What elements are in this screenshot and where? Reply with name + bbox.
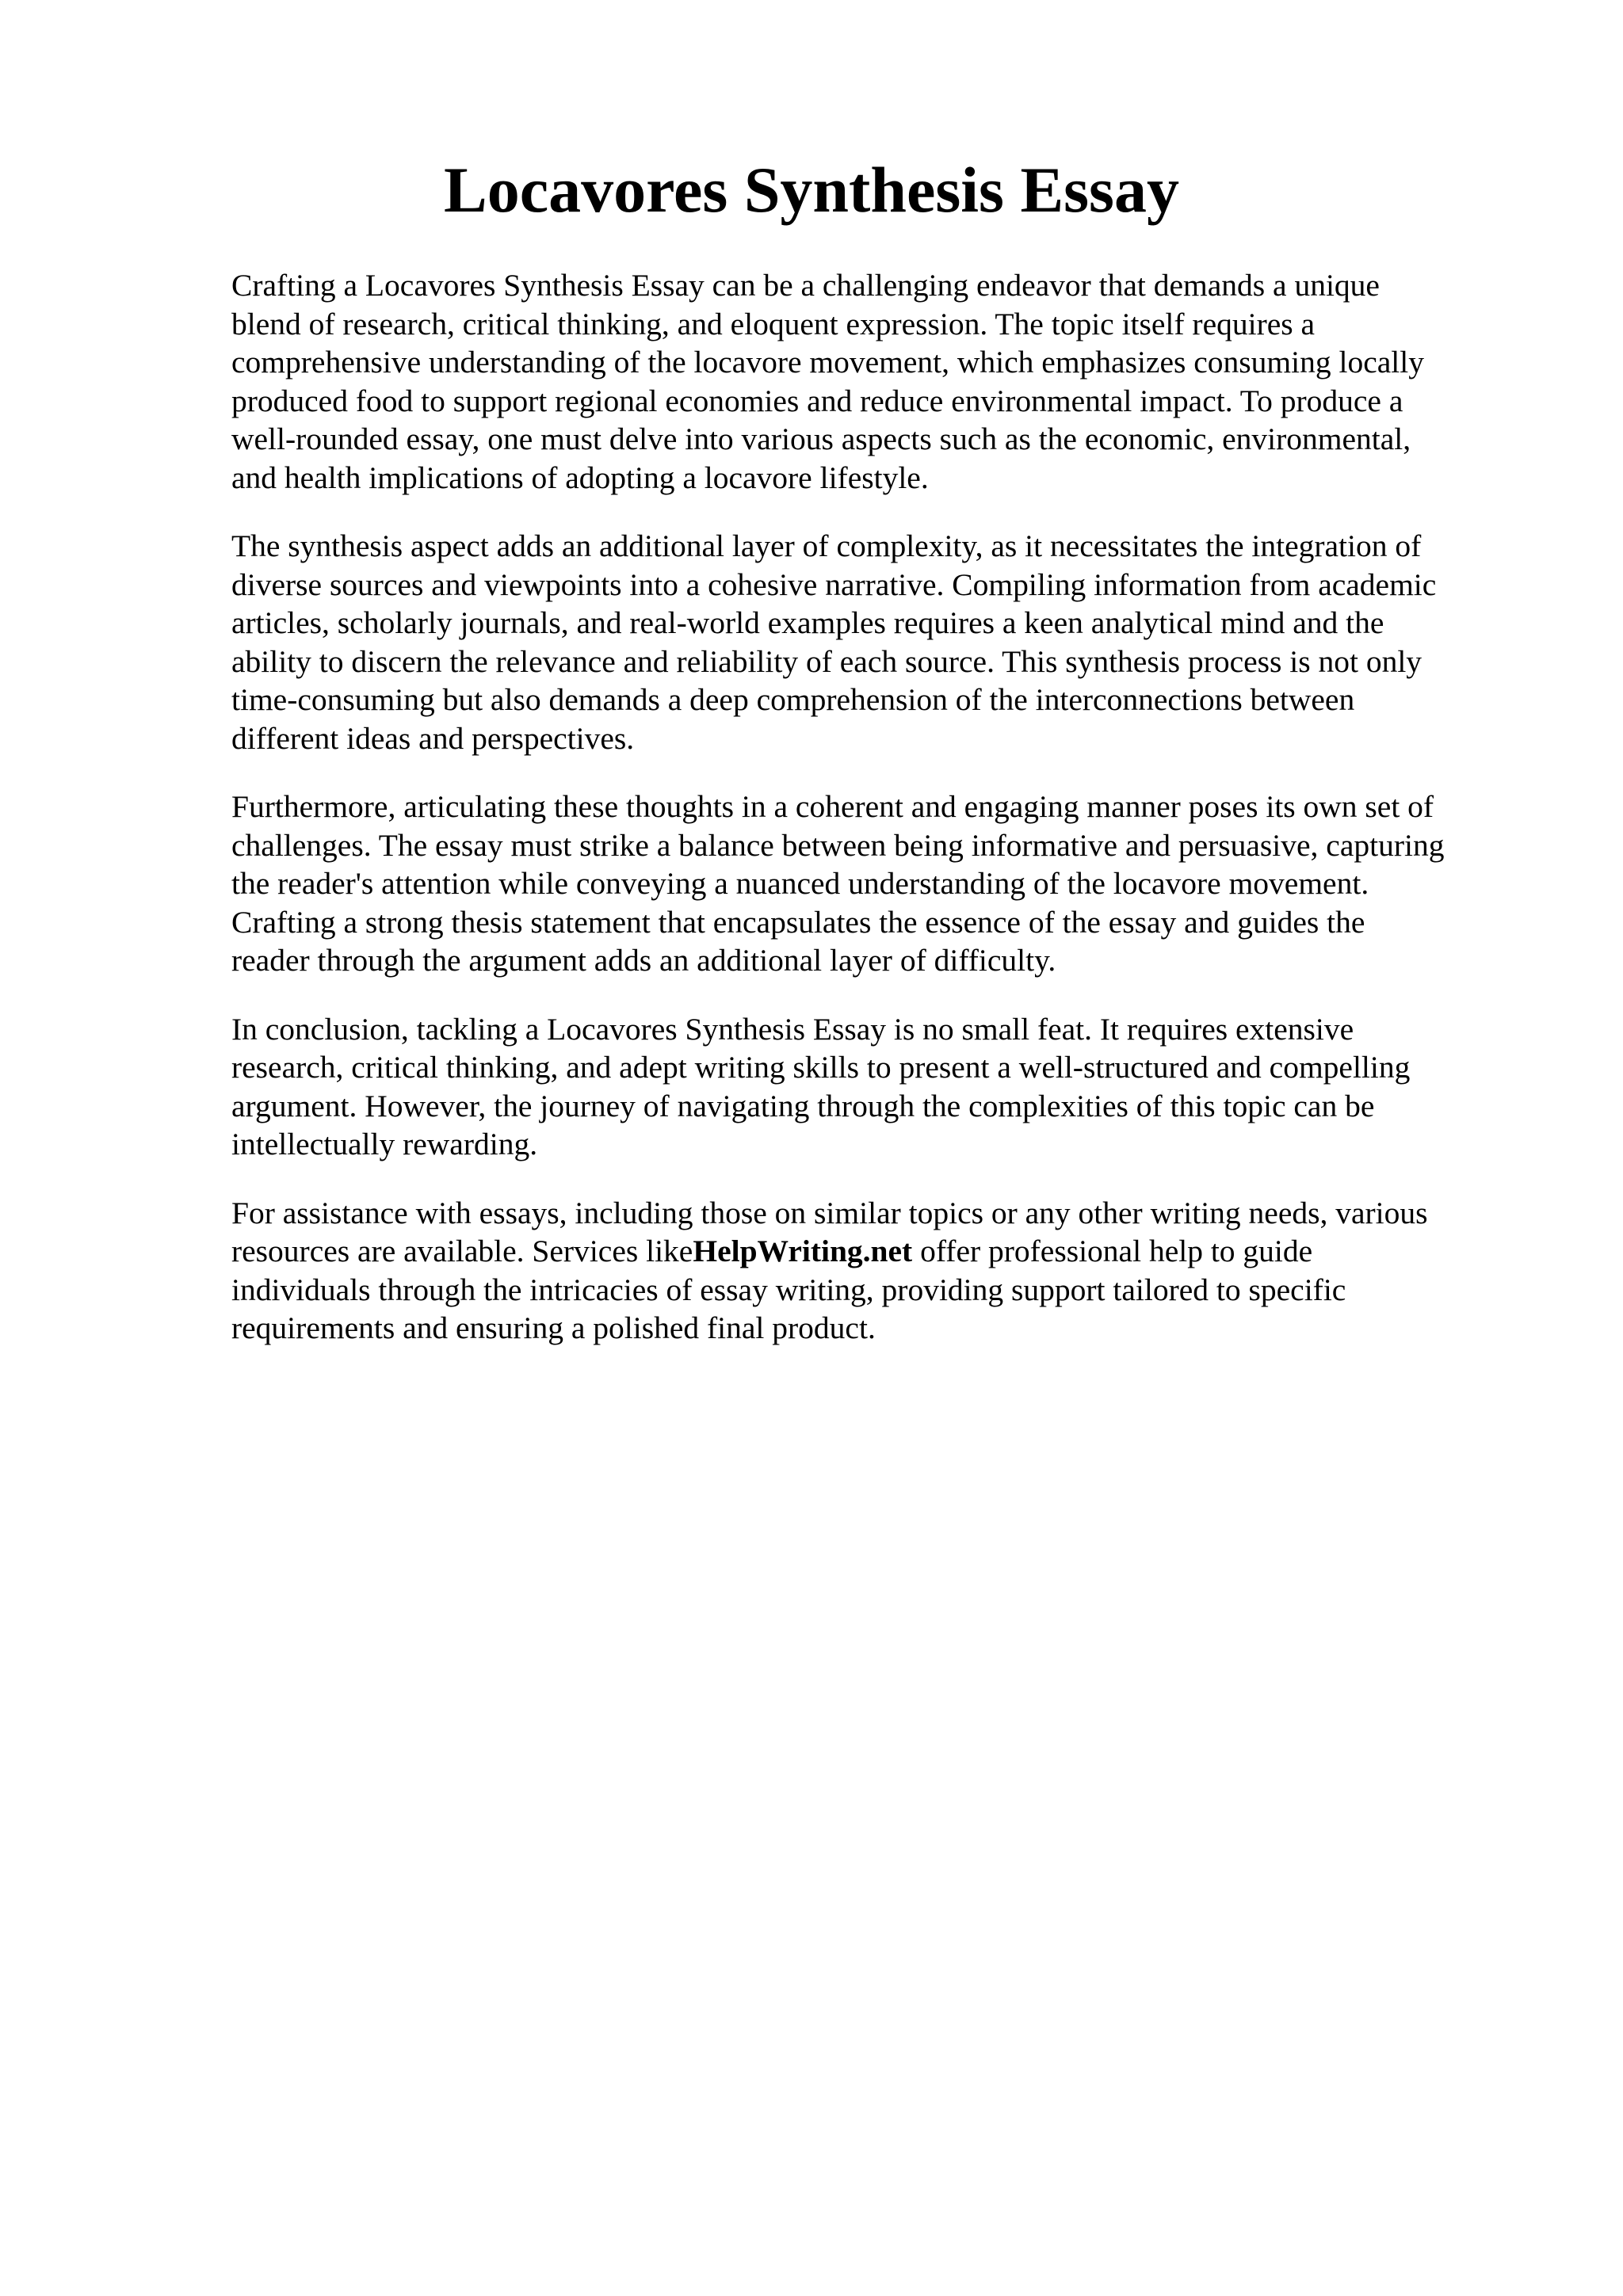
- paragraph-line: Furthermore, articulating these thoughts in a coherent and engaging manner poses its own set of: [231, 789, 1434, 824]
- paragraph-line: research, critical thinking, and adept writing skills to present a well-structured and compelling: [231, 1050, 1411, 1085]
- paragraph-text: resources are available. Services like: [231, 1234, 693, 1268]
- paragraph-line: diverse sources and viewpoints into a cohesive narrative. Compiling information from academic: [231, 566, 1437, 602]
- paragraph-line: requirements and ensuring a polished final product.: [231, 1310, 876, 1345]
- paragraph-line: Crafting a Locavores Synthesis Essay can be a challenging endeavor that demands a unique: [231, 268, 1380, 303]
- document-title: Locavores Synthesis Essay: [444, 154, 1179, 226]
- paragraph-line: argument. However, the journey of navigating through the complexities of this topic can be: [231, 1088, 1375, 1123]
- paragraph-line: intellectually rewarding.: [231, 1127, 538, 1161]
- paragraph-5: [231, 1194, 1515, 1348]
- paragraph-line: reader through the argument adds an additional layer of difficulty.: [231, 943, 1056, 978]
- paragraph-text: offer professional help to guide: [912, 1234, 1313, 1268]
- paragraph-line: individuals through the intricacies of essay writing, providing support tailored to specific: [231, 1272, 1346, 1307]
- paragraph-line: For assistance with essays, including those on similar topics or any other writing needs, various: [231, 1195, 1428, 1230]
- paragraph-line: ability to discern the relevance and reliability of each source. This synthesis process is not only: [231, 643, 1423, 679]
- paragraph-line: produced food to support regional economies and reduce environmental impact. To produce a: [231, 383, 1403, 418]
- paragraph-line: time-consuming but also demands a deep comprehension of the interconnections between: [231, 682, 1355, 717]
- paragraph-line: the reader's attention while conveying a nuanced understanding of the locavore movement.: [231, 866, 1369, 901]
- paragraph-line: blend of research, critical thinking, and eloquent expression. The topic itself requires a: [231, 306, 1316, 341]
- paragraph-2: [231, 527, 1515, 757]
- paragraph-4: [231, 1010, 1515, 1164]
- paragraph-3: [231, 788, 1515, 980]
- document-body: [231, 266, 1515, 1378]
- paragraph-line: The synthesis aspect adds an additional layer of complexity, as it necessitates the integration of: [231, 528, 1422, 563]
- paragraph-1: [231, 266, 1515, 497]
- paragraph-line: comprehensive understanding of the locavore movement, which emphasizes consuming locally: [231, 345, 1424, 379]
- paragraph-line: challenges. The essay must strike a balance between being informative and persuasive, capturing: [231, 827, 1445, 863]
- paragraph-line: Crafting a strong thesis statement that encapsulates the essence of the essay and guides the: [231, 904, 1365, 940]
- paragraph-line: and health implications of adopting a locavore lifestyle.: [231, 460, 929, 495]
- paragraph-line: In conclusion, tackling a Locavores Synthesis Essay is no small feat. It requires extensive: [231, 1011, 1354, 1047]
- paragraph-line-with-link: [231, 1232, 1515, 1271]
- paragraph-line: well-rounded essay, one must delve into various aspects such as the economic, environmental,: [231, 421, 1411, 456]
- helpwriting-link[interactable]: HelpWriting.net: [693, 1234, 913, 1268]
- paragraph-line: different ideas and perspectives.: [231, 720, 635, 756]
- paragraph-line: articles, scholarly journals, and real-world examples requires a keen analytical mind and the: [231, 605, 1384, 640]
